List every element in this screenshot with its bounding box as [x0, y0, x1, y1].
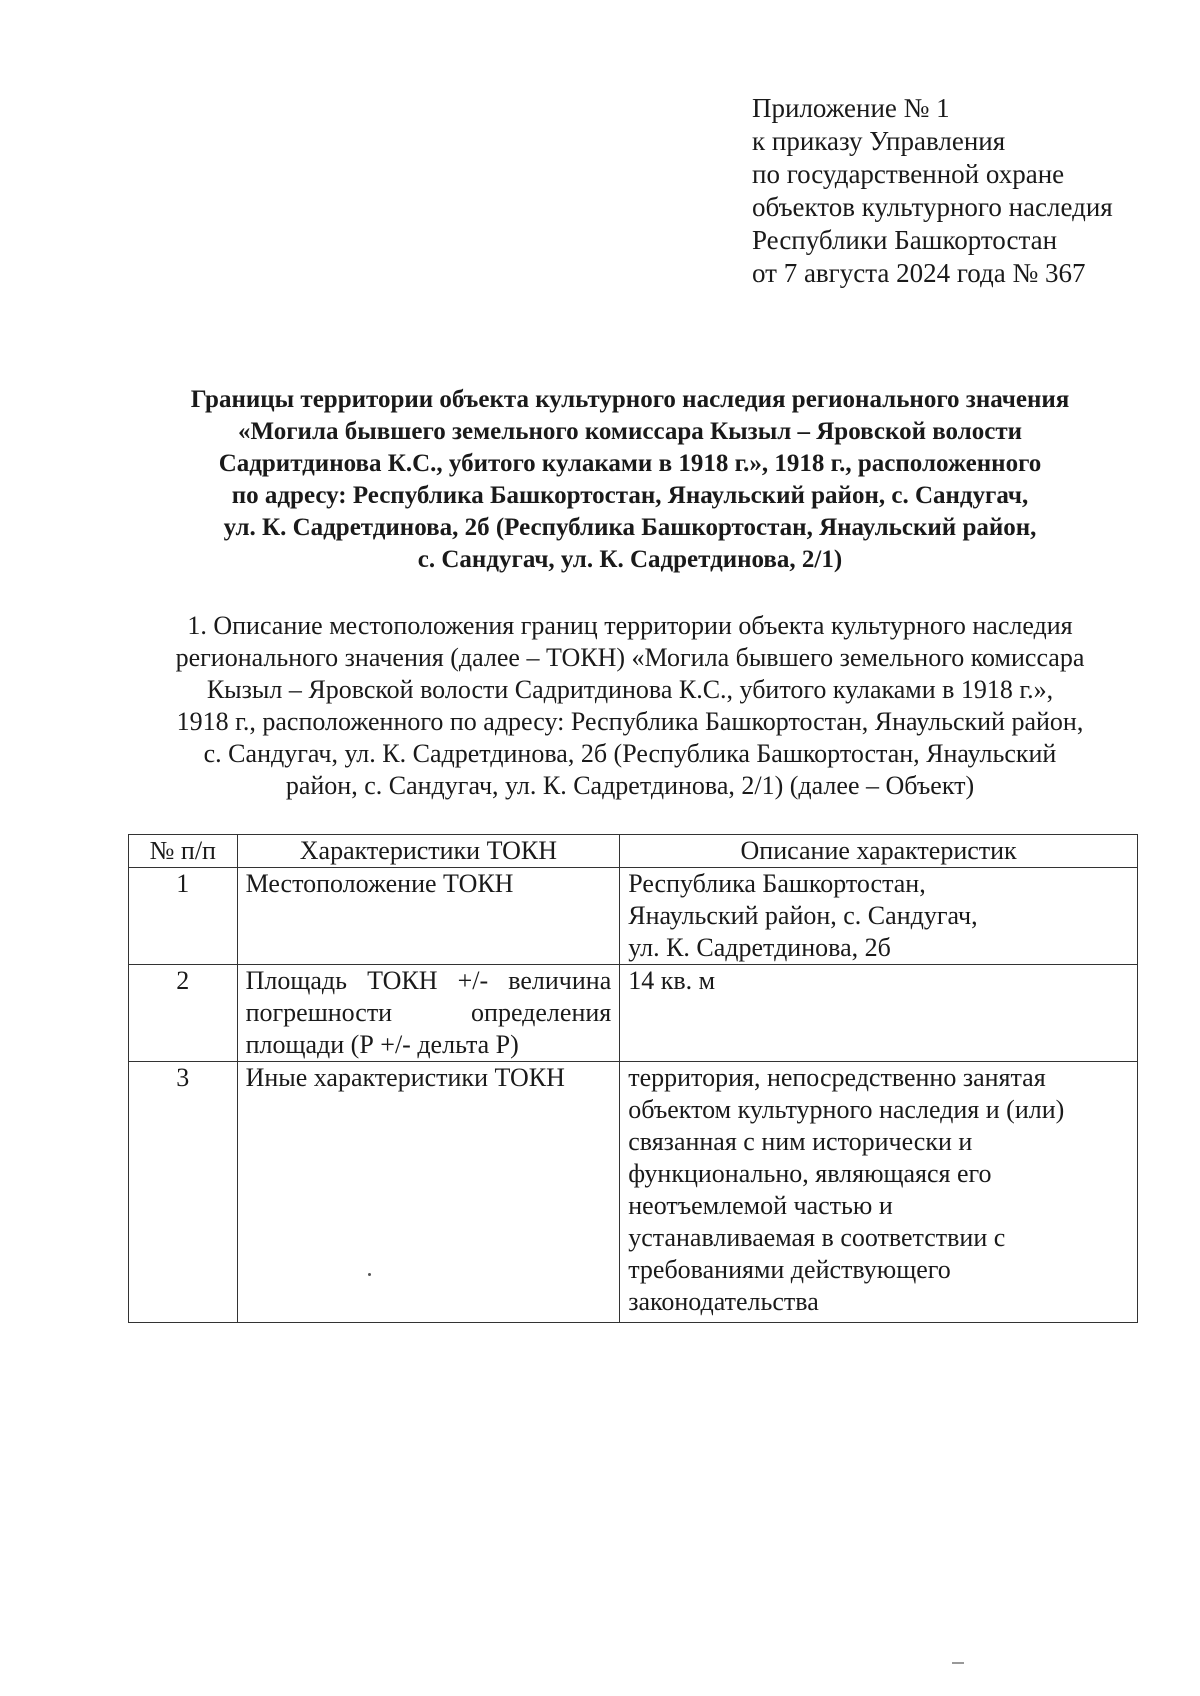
title-line: по адресу: Республика Башкортостан, Янаульский район, с. Сандугач,: [231, 482, 1029, 509]
row-description: [620, 1062, 1138, 1323]
appendix-line: объектов культурного наследия: [752, 192, 1113, 222]
description-line: с. Сандугач, ул. К. Садретдинова, 2б (Республика Башкортостан, Янаульский: [203, 739, 1057, 768]
row-num: 3: [129, 1062, 238, 1323]
cell-line: Янаульский район, с. Сандугач,: [628, 901, 978, 930]
description-line: регионального значения (далее – ТОКН) «Могила бывшего земельного комиссара: [175, 643, 1085, 672]
appendix-header: [752, 92, 1172, 290]
table-row: [129, 965, 1138, 1062]
table-row: [129, 1062, 1138, 1323]
row-num: 2: [129, 965, 238, 1062]
appendix-line: от 7 августа 2024 года № 367: [752, 258, 1086, 288]
scan-dot: [368, 1273, 371, 1276]
cell-line: Площадь ТОКН +/- величина: [245, 966, 612, 995]
title-line: с. Сандугач, ул. К. Садретдинова, 2/1): [417, 546, 843, 573]
title-line: Садритдинова К.С., убитого кулаками в 1918 г.», 1918 г., расположенного: [218, 450, 1042, 477]
description-line: район, с. Сандугач, ул. К. Садретдинова, 2/1) (далее – Объект): [285, 771, 975, 800]
document-title: [110, 384, 1150, 576]
characteristics-table: [128, 834, 1138, 1323]
row-characteristic: Местоположение ТОКН: [237, 868, 620, 965]
cell-line: погрешности определения: [245, 998, 612, 1027]
appendix-line: Приложение № 1: [752, 93, 950, 123]
row-description: 14 кв. м: [620, 965, 1138, 1062]
appendix-line: Республики Башкортостан: [752, 225, 1058, 255]
appendix-line: по государственной охране: [752, 159, 1065, 189]
cell-line: неотъемлемой частью и: [628, 1191, 893, 1220]
title-line: «Могила бывшего земельного комиссара Кызыл – Яровской волости: [237, 418, 1023, 445]
cell-line: площади (Р +/- дельта Р): [245, 1030, 519, 1059]
section-description: [110, 610, 1150, 802]
cell-line: функционально, являющаяся его: [628, 1159, 992, 1188]
header-num: № п/п: [129, 835, 238, 868]
table-header-row: [129, 835, 1138, 868]
scan-speck: [952, 1662, 964, 1664]
cell-line: связанная с ним исторически и: [628, 1127, 973, 1156]
header-description: Описание характеристик: [620, 835, 1138, 868]
table-row: [129, 868, 1138, 965]
cell-line: территория, непосредственно занятая: [628, 1063, 1046, 1092]
cell-line: устанавливаемая в соответствии с: [628, 1223, 1006, 1252]
cell-line: объектом культурного наследия и (или): [628, 1095, 1065, 1124]
cell-line: ул. К. Садретдинова, 2б: [628, 933, 891, 962]
row-characteristic: [237, 965, 620, 1062]
description-line: Кызыл – Яровской волости Садритдинова К.С., убитого кулаками в 1918 г.»,: [206, 675, 1054, 704]
row-characteristic: Иные характеристики ТОКН: [237, 1062, 620, 1323]
appendix-line: к приказу Управления: [752, 126, 1006, 156]
description-line: 1. Описание местоположения границ территории объекта культурного наследия: [187, 611, 1073, 640]
description-line: 1918 г., расположенного по адресу: Республика Башкортостан, Янаульский район,: [176, 707, 1084, 736]
cell-line: законодательства: [628, 1287, 819, 1316]
row-description: [620, 868, 1138, 965]
row-num: 1: [129, 868, 238, 965]
cell-line: Республика Башкортостан,: [628, 869, 926, 898]
header-characteristic: Характеристики ТОКН: [237, 835, 620, 868]
title-line: ул. К. Садретдинова, 2б (Республика Башкортостан, Янаульский район,: [223, 514, 1037, 541]
title-line: Границы территории объекта культурного наследия регионального значения: [190, 386, 1070, 413]
cell-line: требованиями действующего: [628, 1255, 951, 1284]
